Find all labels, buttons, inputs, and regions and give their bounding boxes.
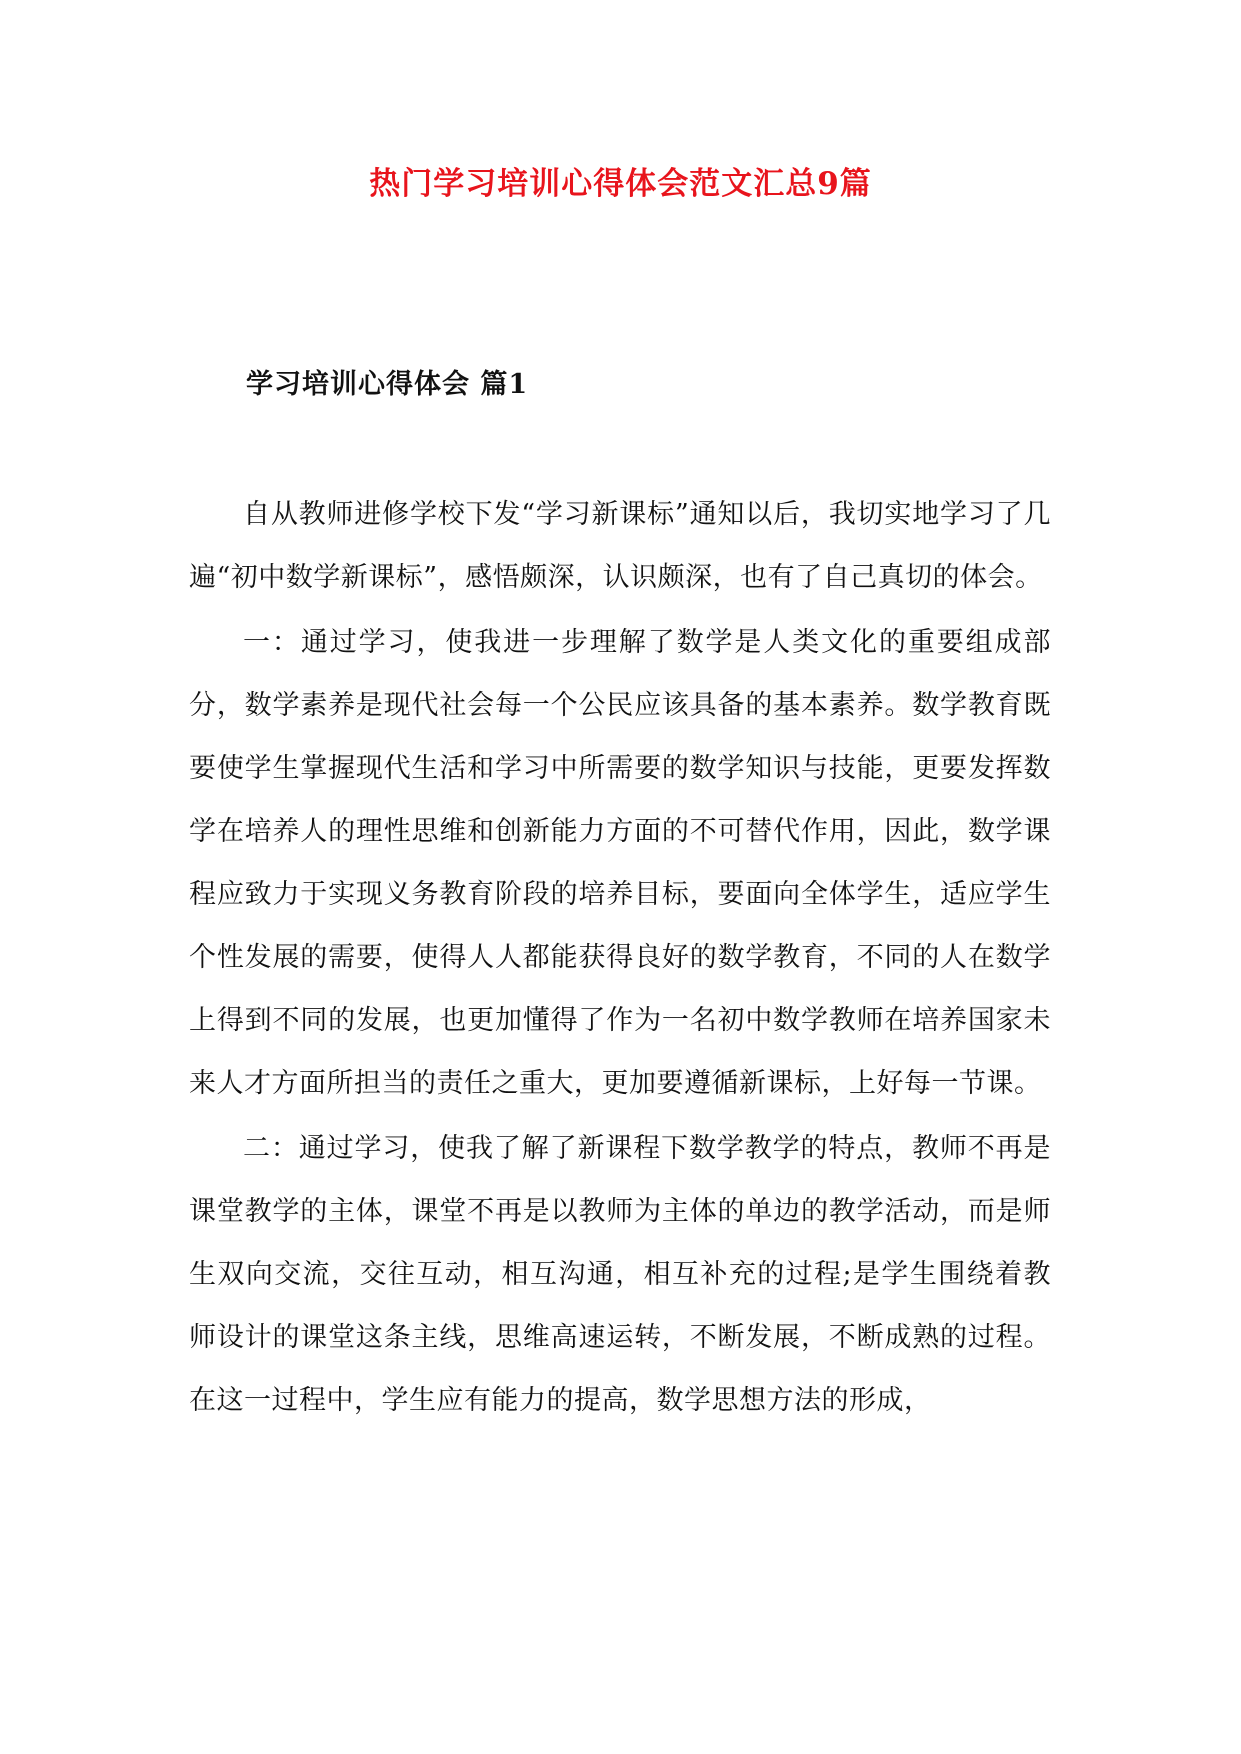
document-title: 热门学习培训心得体会范文汇总9篇 <box>369 166 872 202</box>
paragraph-intro: 自从教师进修学校下发“学习新课标”通知以后，我切实地学习了几遍“初中数学新课标”，感悟颇深，认识颇深，也有了自己真切的体会。 <box>189 499 1051 593</box>
paragraph-point-two: 二：通过学习，使我了解了新课程下数学教学的特点，教师不再是课堂教学的主体，课堂不再是以教师为主体的单边的教学活动，而是师生双向交流，交往互动，相互沟通，相互补充的过程;是学生围绕着教师设计的课堂这条主线，思维高速运转，不断发展，不断成熟的过程。在这一过程中，学生应有能力的提高，数学思想方法的形成， <box>189 1133 1051 1416</box>
paragraph-point-one: 一：通过学习，使我进一步理解了数学是人类文化的重要组成部分，数学素养是现代社会每一个公民应该具备的基本素养。数学教育既要使学生掌握现代生活和学习中所需要的数学知识与技能，更要发挥数学在培养人的理性思维和创新能力方面的不可替代作用，因此，数学课程应致力于实现义务教育阶段的培养目标，要面向全体学生，适应学生个性发展的需要，使得人人都能获得良好的数学教育，不同的人在数学上得到不同的发展，也更加懂得了作为一名初中数学教师在培养国家未来人才方面所担当的责任之重大，更加要遵循新课标，上好每一节课。 <box>189 627 1051 1099</box>
section-heading: 学习培训心得体会 篇1 <box>246 369 529 400</box>
document-body <box>189 483 1051 1434</box>
